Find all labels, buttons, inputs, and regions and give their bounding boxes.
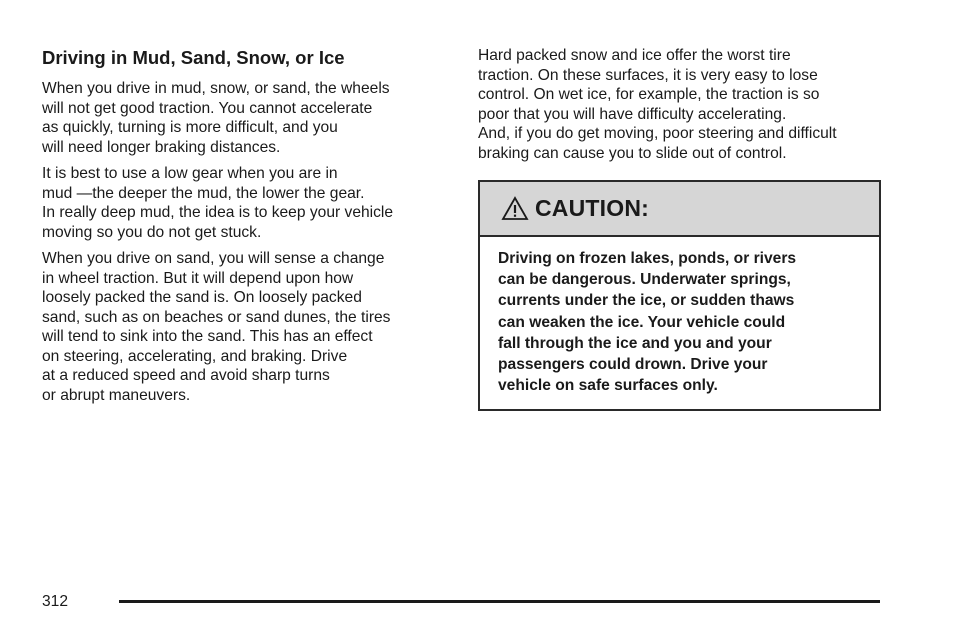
text-line: loosely packed the sand is. On loosely packed: [42, 289, 362, 306]
caution-box: [478, 180, 881, 411]
caution-line: can be dangerous. Underwater springs,: [498, 271, 791, 289]
caution-line: currents under the ice, or sudden thaws: [498, 292, 795, 310]
text-line: In really deep mud, the idea is to keep your vehicle: [42, 204, 394, 221]
right-column: [478, 46, 882, 170]
caution-title: CAUTION:: [535, 195, 650, 221]
warning-triangle-icon: [501, 195, 529, 223]
paragraph-low-gear: [42, 164, 450, 242]
text-line: will need longer braking distances.: [42, 138, 281, 156]
text-line: It is best to use a low gear when you are in: [42, 165, 338, 182]
caution-body: [480, 237, 879, 396]
caution-line: Driving on frozen lakes, ponds, or rivers: [498, 250, 797, 267]
text-line: When you drive on sand, you will sense a change: [42, 250, 385, 267]
text-line: braking can cause you to slide out of control.: [478, 144, 787, 162]
left-column: [42, 46, 450, 412]
text-line: will not get good traction. You cannot accelerate: [42, 99, 373, 117]
caution-line: vehicle on safe surfaces only.: [498, 377, 718, 395]
footer-divider: [119, 600, 880, 603]
caution-header: [480, 182, 879, 237]
paragraph-sand: [42, 249, 450, 405]
text-line: poor that you will have difficulty accelerating.: [478, 105, 787, 123]
text-line: mud —the deeper the mud, the lower the gear.: [42, 184, 365, 202]
text-line: in wheel traction. But it will depend upon how: [42, 269, 354, 287]
text-line: Hard packed snow and ice offer the worst tire: [478, 47, 791, 64]
text-line: moving so you do not get stuck.: [42, 223, 262, 241]
text-line: as quickly, turning is more difficult, and you: [42, 119, 338, 136]
text-line: And, if you do get moving, poor steering and difficult: [478, 125, 837, 142]
text-line: or abrupt maneuvers.: [42, 386, 191, 404]
text-line: When you drive in mud, snow, or sand, the wheels: [42, 80, 390, 97]
section-heading: Driving in Mud, Sand, Snow, or Ice: [42, 47, 345, 68]
text-line: on steering, accelerating, and braking. Drive: [42, 347, 348, 365]
caution-line: passengers could drown. Drive your: [498, 356, 768, 374]
text-line: control. On wet ice, for example, the traction is so: [478, 86, 820, 103]
paragraph-snow-ice: [478, 46, 882, 163]
text-line: sand, such as on beaches or sand dunes, the tires: [42, 308, 391, 326]
text-line: at a reduced speed and avoid sharp turns: [42, 367, 330, 384]
caution-line: fall through the ice and you and your: [498, 334, 772, 352]
page-number: 312: [42, 593, 69, 610]
caution-line: can weaken the ice. Your vehicle could: [498, 313, 786, 331]
text-line: will tend to sink into the sand. This has an effect: [42, 328, 373, 345]
text-line: traction. On these surfaces, it is very easy to lose: [478, 66, 818, 84]
paragraph-traction: [42, 79, 450, 157]
